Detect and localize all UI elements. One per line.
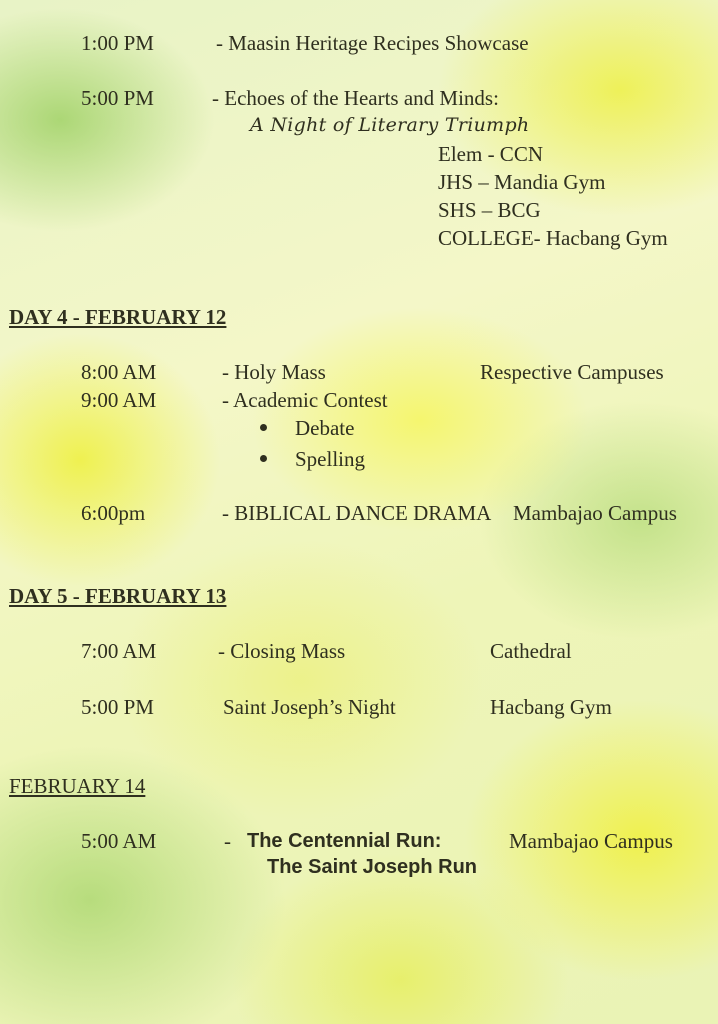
bullet-dot: [260, 424, 267, 431]
day4-heading: DAY 4 - FEBRUARY 12: [9, 305, 227, 329]
time-7am: 7:00 AM: [81, 639, 157, 663]
day5-heading: DAY 5 - FEBRUARY 13: [9, 584, 227, 608]
event-saint-josephs-night: Saint Joseph’s Night: [223, 695, 396, 719]
venue-cathedral: Cathedral: [490, 639, 572, 663]
contest-item-spelling: Spelling: [295, 447, 366, 471]
event-saint-joseph-run: The Saint Joseph Run: [267, 856, 478, 878]
venue-shs: SHS – BCG: [438, 198, 541, 222]
event-closing-mass: - Closing Mass: [218, 639, 346, 663]
venue-jhs: JHS – Mandia Gym: [438, 170, 606, 194]
feb14-heading: FEBRUARY 14: [9, 774, 146, 798]
venue-respective-campuses: Respective Campuses: [480, 360, 664, 384]
event-holy-mass: - Holy Mass: [222, 360, 326, 384]
time-5am: 5:00 AM: [81, 829, 157, 853]
event-heritage-recipes: - Maasin Heritage Recipes Showcase: [216, 31, 529, 55]
time-5pm-day5: 5:00 PM: [81, 695, 154, 719]
venue-college: COLLEGE- Hacbang Gym: [438, 226, 668, 250]
event-echoes-subtitle: A Night of Literary Triumph: [250, 114, 530, 136]
time-6pm: 6:00pm: [81, 501, 146, 525]
event-dash: -: [224, 829, 231, 853]
venue-elem: Elem - CCN: [438, 142, 543, 166]
event-echoes: - Echoes of the Hearts and Minds:: [212, 86, 499, 110]
time-5pm: 5:00 PM: [81, 86, 154, 110]
venue-hacbang-gym: Hacbang Gym: [490, 695, 612, 719]
venue-mambajao-campus: Mambajao Campus: [513, 501, 677, 525]
event-academic-contest: - Academic Contest: [222, 388, 388, 412]
event-centennial-run: The Centennial Run:: [247, 830, 442, 852]
time-1pm: 1:00 PM: [81, 31, 154, 55]
contest-item-debate: Debate: [295, 416, 355, 440]
time-8am: 8:00 AM: [81, 360, 157, 384]
venue-mambajao-campus-run: Mambajao Campus: [509, 829, 673, 853]
event-biblical-dance-drama: - BIBLICAL DANCE DRAMA: [222, 501, 492, 525]
bullet-dot: [260, 455, 267, 462]
time-9am: 9:00 AM: [81, 388, 157, 412]
